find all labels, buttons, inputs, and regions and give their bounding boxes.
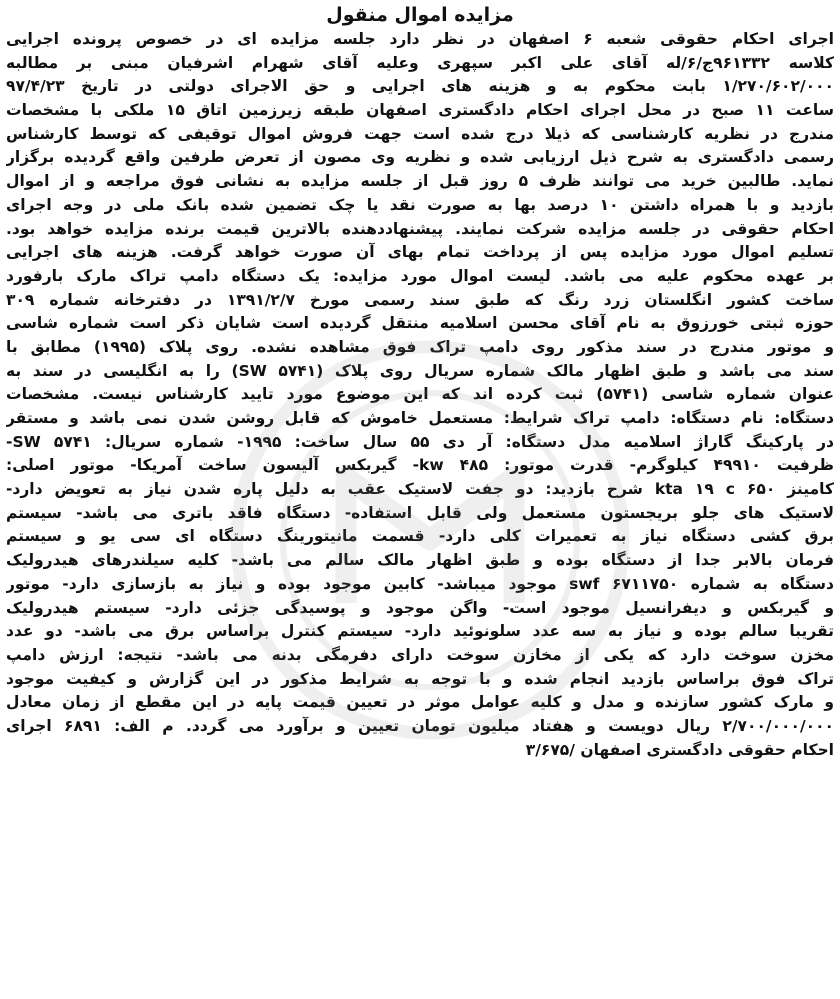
notice-line: ۲/۷۰۰/۰۰۰/۰۰۰ ریال دویست و هفتاد میلیون تومان تعیین و برآورد می گردد. م الف: ۶۸۹۱ اجرای: [6, 716, 834, 735]
notice-line: مخزن سوخت دارد که یکی از مخازن سوخت دارای دفرمگی بدنه می باشد- نتیجه: ارزش دامپ: [6, 645, 834, 664]
notice-line: حوزه ثبتی خورزوق به نام آقای محسن اسلامیه منتقل گردیده است شایان ذکر است شماره شاسی: [6, 314, 834, 333]
notice-line: برق کشی دستگاه نیاز به تعمیرات کلی دارد- قسمت مانیتورینگ دستگاه ای سی یو و سیستم: [6, 527, 834, 546]
notice-line: ساخت کشور انگلستان زرد رنگ که طبق سند رسمی مورخ ۱۳۹۱/۲/۷ در دفترخانه شماره ۳۰۹: [6, 290, 834, 309]
notice-line: و مارک کشور سازنده و مدل و کلیه عوامل موثر در تعیین قیمت پایه در این مقطع از زمان معادل: [6, 693, 834, 712]
notice-line: ساعت ۱۱ صبح در محل اجرای احکام دادگستری اصفهان طبقه زیرزمین اتاق ۱۵ ملکی با مشخصات: [6, 101, 834, 120]
notice-line: رسمی دادگستری به شرح ذیل ارزیابی شده و نظریه وی مصون از تعرض طرفین واقع گردیده برگزار: [6, 148, 834, 167]
notice-line: تراک فوق براساس بازدید انجام شده و با توجه به شرایط مذکور در این گزارش و کیفیت موجود: [6, 669, 834, 688]
notice-line: دستگاه: نام دستگاه: دامپ تراک شرایط: مستعمل خاموش که قابل روشن شدن نمی باشد و مستقر: [6, 409, 834, 427]
notice-line: دستگاه به شماره swf ۶۷۱۱۷۵۰ موجود میباشد- کابین موجود بوده و نیاز به بازسازی دارد- موتور: [6, 574, 834, 593]
notice-line: لاستیک های جلو بریجستون مستعمل ولی قابل استفاده- دستگاه فاقد باتری می باشد- سیستم: [6, 503, 834, 522]
notice-line: بر عهده محکوم علیه می باشد. لیست اموال مورد مزایده: یک دستگاه دامپ تراک مارک بارفورد: [6, 266, 834, 285]
notice-line: فرمان بالابر جدا از دستگاه بوده و طبق اظهار مالک سالم می باشد- کلیه سیلندرهای هیدرولیک: [6, 551, 834, 570]
notice-line: ۱/۲۷۰/۶۰۲/۰۰۰ بابت محکوم به و هزینه های اجرایی و حق الاجرای دولتی در تاریخ ۹۷/۴/۲۳: [6, 77, 834, 96]
notice-line: و گیربکس و دیفرانسیل موجود است- واگن موجود و پوسیدگی جزئی دارد- سیستم هیدرولیک: [6, 598, 834, 617]
notice-line: در پارکینگ گاراژ اسلامیه مدل دستگاه: آر دی ۵۵ سال ساخت: ۱۹۹۵- شماره سریال: SW ۵۷۴۱-: [6, 432, 834, 451]
notice-line: احکام حقوقی در جلسه مزایده شرکت نمایند. پیشنهاددهنده بالاترین قیمت برنده مزایده خواهد بود.: [6, 219, 834, 238]
notice-title: مزایده اموال منقول: [326, 4, 514, 26]
notice-line: تسلیم اموال مورد مزایده پس از پرداخت تمام بهای آن صورت خواهد گرفت. هزینه های اجرایی: [6, 243, 834, 262]
notice-line: احکام حقوقی دادگستری اصفهان /۳/۶۷۵: [525, 740, 834, 759]
notice-line: نماید. طالبین خرید می توانند ظرف ۵ روز قبل از جلسه مزایده به نشانی فوق مراجعه و از اموال: [6, 172, 834, 191]
notice-line: اجرای احکام حقوقی شعبه ۶ اصفهان در نظر دارد جلسه مزایده ای در خصوص پرونده اجرایی: [6, 30, 834, 48]
notice-line: کلاسه ۹۶۱۳۳۲ج/۶/له آقای علی اکبر سپهری وعلیه آقای شهرام اشرفیان مبنی بر مطالبه: [6, 53, 834, 72]
notice-line: بازدید و با همراه داشتن ۱۰ درصد بها به صورت نقد یا چک تضمین شده بانک ملی در وجه اجرای: [6, 195, 834, 214]
notice-line: ظرفیت ۴۹۹۱۰ کیلوگرم- قدرت موتور: kw ۴۸۵- گیربکس آلیسون ساخت آمریکا- موتور اصلی:: [6, 456, 834, 475]
notice-line: تقریبا سالم بوده و نیاز به سه عدد سلونوئید دارد- سیستم کنترل براساس برق می باشد- دو عدد: [6, 622, 834, 641]
auction-notice: [4, 0, 836, 999]
notice-line: سند می باشد و طبق اظهار مالک شماره سریال روی پلاک (SW ۵۷۴۱) را به انگلیسی در سند به: [6, 361, 834, 380]
notice-line: کامینز kta ۱۹ c ۶۵۰ شرح بازدید: دو جفت لاستیک عقب به دلیل پاره شدن نیاز به تعویض دارد-: [6, 480, 834, 499]
notice-line: عنوان شماره شاسی (۵۷۴۱) ثبت کرده اند که این موضوع مورد تایید کارشناس نیست. مشخصات: [6, 385, 834, 404]
notice-line: و موتور مندرج در سند مذکور روی دامپ تراک فوق مشاهده نشده. روی پلاک (۱۹۹۵) مطابق با: [6, 337, 834, 356]
notice-body: [4, 28, 836, 762]
notice-line: مندرج در نظریه کارشناسی که ذیلا درج شده است جهت فروش اموال توقیفی که توسط کارشناس: [6, 124, 834, 143]
